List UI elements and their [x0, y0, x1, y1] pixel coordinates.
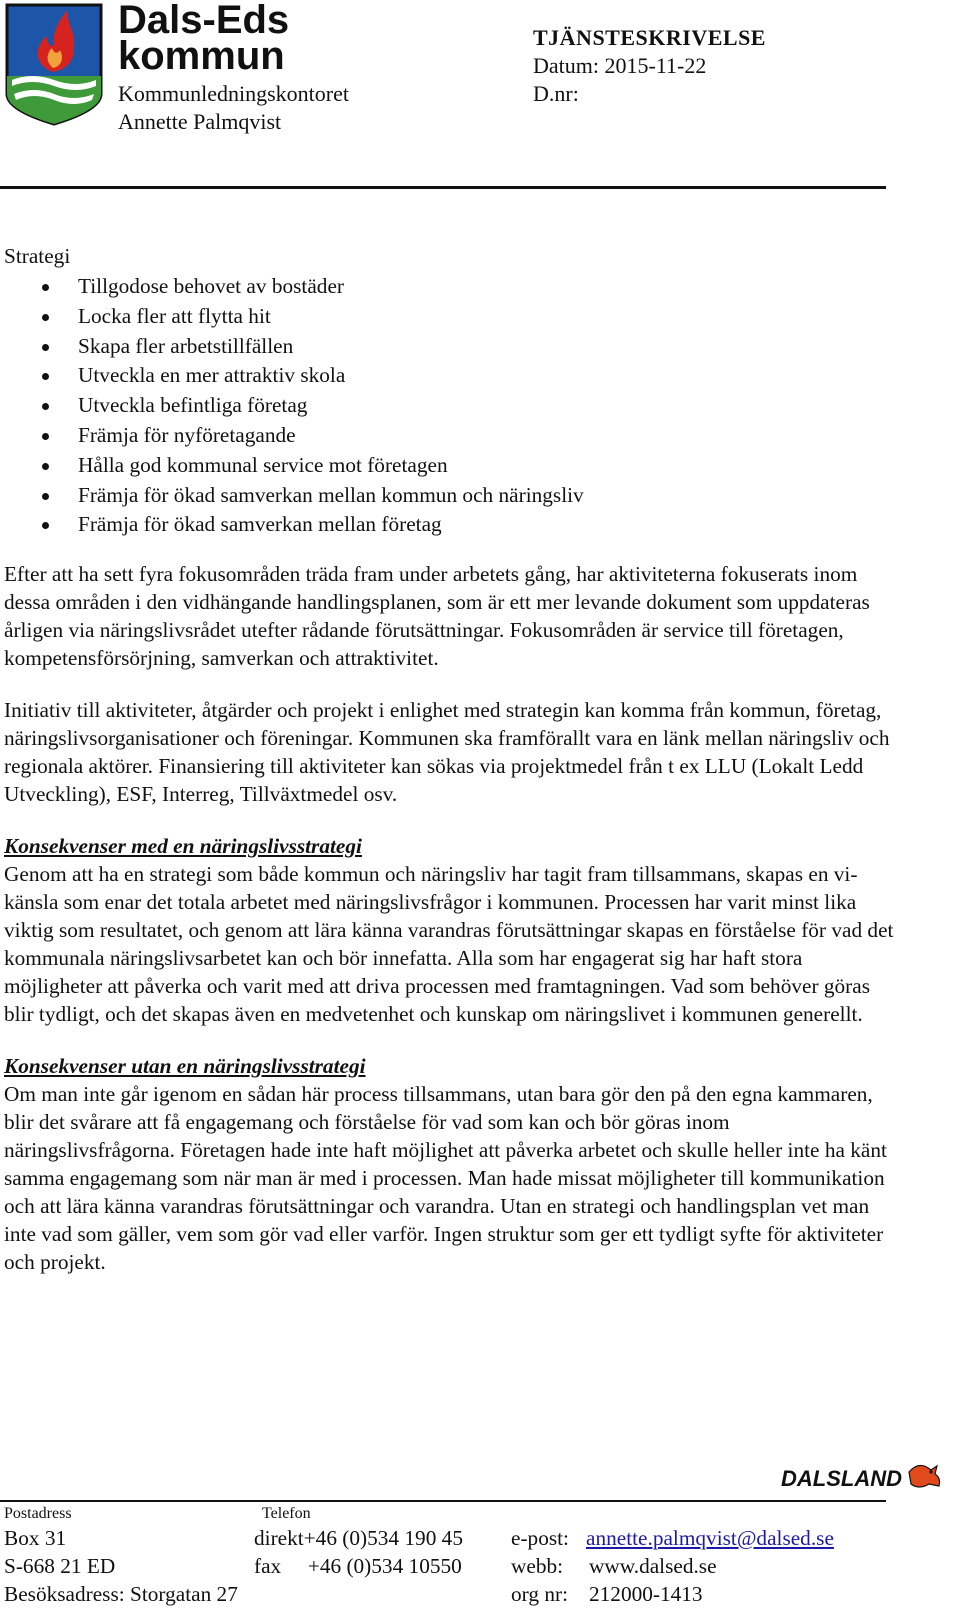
list-item: Utveckla en mer attraktiv skola	[4, 361, 894, 391]
municipality-name-line1: Dals-Eds	[118, 0, 290, 42]
bullet-icon	[42, 344, 49, 351]
bullet-icon	[42, 493, 49, 500]
document-body	[4, 242, 894, 1276]
section-title: Konsekvenser med en näringslivsstrategi	[4, 834, 362, 859]
author-name: Annette Palmqvist	[118, 109, 282, 134]
postal-code: S-668 21 ED	[4, 1554, 116, 1578]
footer-divider	[0, 1500, 886, 1502]
bullet-icon	[42, 314, 49, 321]
email-label: e-post:	[511, 1526, 569, 1550]
document-number: D.nr:	[533, 81, 579, 106]
visiting-address: Besöksadress: Storgatan 27	[4, 1582, 238, 1606]
list-item: Främja för nyföretagande	[4, 421, 894, 451]
org-number-label: org nr:	[511, 1582, 568, 1606]
svg-text:DALSLAND: DALSLAND	[781, 1466, 902, 1491]
bullet-icon	[42, 522, 49, 529]
phone-label: Telefon	[262, 1505, 311, 1522]
email-link[interactable]: annette.palmqvist@dalsed.se	[586, 1526, 834, 1550]
list-item: Utveckla befintliga företag	[4, 391, 894, 421]
document-date: Datum: 2015-11-22	[533, 53, 707, 78]
document-meta	[533, 24, 766, 108]
list-item: Främja för ökad samverkan mellan företag	[4, 510, 894, 540]
office-name: Kommunledningskontoret	[118, 81, 349, 106]
web-label: webb:	[511, 1554, 564, 1578]
bullet-icon	[42, 433, 49, 440]
list-item: Tillgodose behovet av bostäder	[4, 272, 894, 302]
org-number: 212000-1413	[589, 1582, 703, 1606]
bullet-icon	[42, 463, 49, 470]
section-without-strategy	[4, 1052, 894, 1276]
list-item: Skapa fler arbetstillfällen	[4, 332, 894, 362]
municipality-logo	[4, 2, 104, 126]
dalsland-logo	[781, 1456, 957, 1496]
postal-box: Box 31	[4, 1526, 67, 1550]
initiative-paragraph: Initiativ till aktiviteter, åtgärder och projekt i enlighet med strategin kan komma från kommun, företag, näringslivsorganisationer och föreningar. Kommunen ska framförallt vara en länk mellan näringsliv och regionala aktörer. Finansiering till aktiviteter kan sökas via projektmedel från t ex LLU (Lokalt Ledd Utveckling), ESF, Interreg, Tillväxtmedel osv.	[4, 698, 890, 807]
strategy-heading: Strategi	[4, 244, 71, 268]
section-with-strategy	[4, 832, 894, 1028]
web-address: www.dalsed.se	[589, 1554, 717, 1578]
list-item: Främja för ökad samverkan mellan kommun och näringsliv	[4, 481, 894, 511]
section-text: Om man inte går igenom en sådan här process tillsammans, utan bara gör den på den egna kammaren, blir det svårare att få engagemang och förståelse för vad som kan och bör göras inom näringslivsfrågorna. Företagen hade inte haft möjlighet att påverka arbetet och skulle heller inte ha känt samma engagemang som när man är med i processen. Man hade missat möjligheter till kommunikation och att lära känna varandras förutsättningar och varandra. Utan en strategi och handlingsplan vet man inte vad som gäller, vem som gör vad eller varför. Ingen struktur som ger ett tydligt syfte för aktiviteter och projekt.	[4, 1082, 887, 1275]
bullet-icon	[42, 403, 49, 410]
focus-paragraph: Efter att ha sett fyra fokusområden träda fram under arbetets gång, har aktiviteterna fokuserats inom dessa områden i den vidhängande handlingsplanen, som är ett mer levande dokument som uppdateras årligen via näringslivsrådet utefter rådande förutsättningar. Fokusområden är service till företagen, kompetensförsörjning, samverkan och attraktivitet.	[4, 562, 870, 671]
postal-address-label: Postadress	[4, 1505, 72, 1522]
phone-direct: direkt+46 (0)534 190 45	[254, 1526, 463, 1550]
section-title: Konsekvenser utan en näringslivsstrategi	[4, 1054, 366, 1079]
section-text: Genom att ha en strategi som både kommun och näringsliv har tagit fram tillsammans, skapas en vi-känsla som enar det totala arbetet med näringslivsfrågor i kommunen. Processen har varit minst lika viktig som resultatet, och genom att lära känna varandras förutsättningar skapas en förståelse för vad det kommunala näringslivsarbetet kan och bör innefatta. Alla som har engagerat sig har haft stora möjligheter att påverka och varit med att driva processen med framtagningen. Vad som behöver göras blir tydligt, och det skapas även en medvetenhet och kunskap om näringslivet i kommunen generellt.	[4, 862, 894, 1027]
phone-fax: fax +46 (0)534 10550	[254, 1554, 462, 1578]
list-item: Locka fler att flytta hit	[4, 302, 894, 332]
bullet-icon	[42, 373, 49, 380]
bullet-icon	[42, 284, 49, 291]
document-type: TJÄNSTESKRIVELSE	[533, 25, 766, 50]
sender-block	[118, 80, 349, 136]
list-item: Hålla god kommunal service mot företagen	[4, 451, 894, 481]
municipality-name-line2: kommun	[118, 34, 285, 78]
strategy-list	[4, 272, 894, 540]
header-divider	[0, 186, 886, 189]
municipality-name	[118, 0, 290, 78]
